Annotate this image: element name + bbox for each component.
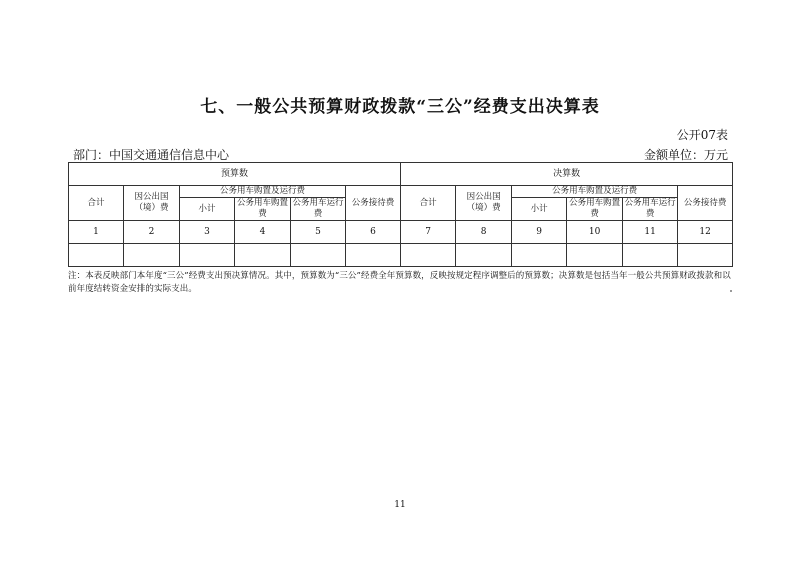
scan-dot [730,290,732,292]
final-vehicle-operation-header: 公务用车运行费 [624,198,676,219]
column-number: 9 [512,221,567,244]
data-cell [678,244,733,267]
data-cell [512,244,567,267]
data-cell [401,244,456,267]
department-label: 部门：中国交通通信信息中心 [73,148,230,162]
final-subtotal-header: 小计 [512,198,567,221]
data-cell [124,244,180,267]
data-cell [69,244,124,267]
data-cell [346,244,401,267]
data-cell [235,244,291,267]
data-cell [456,244,512,267]
budget-header: 预算数 [69,163,401,186]
column-number: 5 [291,221,346,244]
final-vehicle-group-header: 公务用车购置及运行费 [512,186,678,198]
table-note: 注：本表反映部门本年度“三公”经费支出预决算情况。其中，预算数为“三公”经费全年预算数，反映按规定程序调整后的预算数；决算数是包括当年一般公共预算财政拨款和以前年度结转资金安排的实际支出。 [68,271,731,294]
final-total-header: 合计 [401,186,456,221]
budget-vehicle-purchase-header: 公务用车购置费 [235,198,291,221]
page-number: 11 [394,500,406,510]
column-number: 11 [623,221,678,244]
final-reception-header: 公务接待费 [678,186,733,221]
column-number: 12 [678,221,733,244]
column-number: 6 [346,221,401,244]
budget-total-header: 合计 [69,186,124,221]
column-number: 7 [401,221,456,244]
column-number: 3 [180,221,235,244]
budget-reception-header: 公务接待费 [346,186,401,221]
page-title: 七、一般公共预算财政拨款“三公”经费支出决算表 [200,97,600,117]
column-number: 8 [456,221,512,244]
expense-table [68,162,733,267]
data-cell [180,244,235,267]
data-cell [623,244,678,267]
unit-label: 金额单位：万元 [643,148,728,162]
final-vehicle-purchase-header: 公务用车购置费 [567,198,623,221]
column-number: 10 [567,221,623,244]
column-number: 2 [124,221,180,244]
budget-vehicle-group-header: 公务用车购置及运行费 [180,186,346,198]
column-number: 4 [235,221,291,244]
data-cell [291,244,346,267]
final-header: 决算数 [401,163,733,186]
budget-abroad-header: 因公出国（境）费 [124,186,180,221]
budget-vehicle-operation-header: 公务用车运行费 [292,198,344,219]
data-cell [567,244,623,267]
final-abroad-header: 因公出国（境）费 [456,186,512,221]
budget-subtotal-header: 小计 [180,198,235,221]
form-code: 公开07表 [676,128,728,142]
column-number: 1 [69,221,124,244]
